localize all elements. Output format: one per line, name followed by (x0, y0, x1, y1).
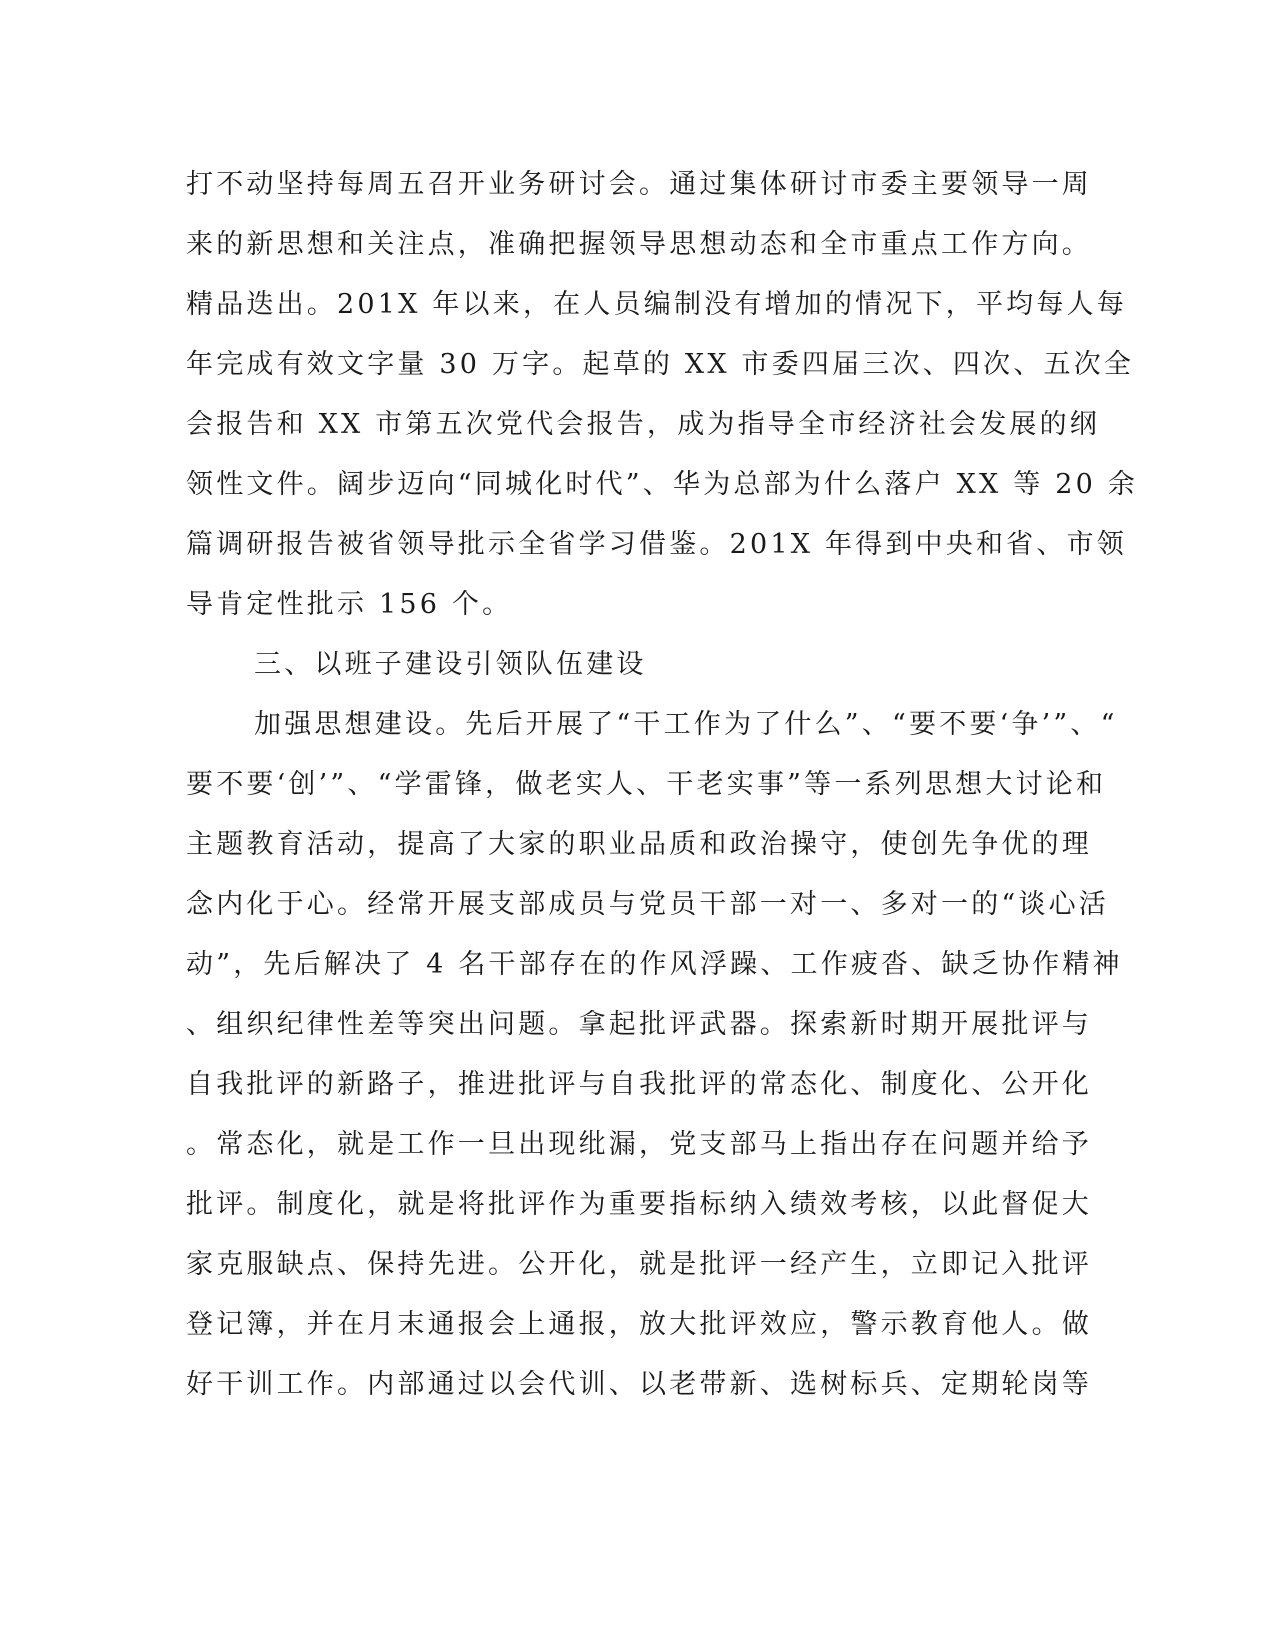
text-line: 登记簿，并在月末通报会上通报，放大批评效应，警示教育他人。做 (186, 1309, 1092, 1340)
text-line: 家克服缺点、保持先进。公开化，就是批评一经产生，立即记入批评 (186, 1249, 1092, 1280)
text-line: 主题教育活动，提高了大家的职业品质和政治操守，使创先争优的理 (186, 829, 1092, 860)
text-line: 篇调研报告被省领导批示全省学习借鉴。201X 年得到中央和省、市领 (186, 529, 1127, 560)
text-line: 批评。制度化，就是将批评作为重要指标纳入绩效考核，以此督促大 (186, 1189, 1092, 1220)
text-line: 年完成有效文字量 30 万字。起草的 XX 市委四届三次、四次、五次全 (186, 349, 1135, 380)
text-line: 领性文件。阔步迈向“同城化时代”、华为总部为什么落户 XX 等 20 余 (186, 469, 1138, 500)
text-line: 、组织纪律性差等突出问题。拿起批评武器。探索新时期开展批评与 (186, 1009, 1092, 1040)
text-line: 自我批评的新路子，推进批评与自我批评的常态化、制度化、公开化 (186, 1069, 1092, 1100)
text-line: 导肯定性批示 156 个。 (186, 589, 513, 620)
paragraph-start-line: 加强思想建设。先后开展了“干工作为了什么”、“要不要‘争’”、“ (254, 709, 1118, 740)
text-line: 。常态化，就是工作一旦出现纰漏，党支部马上指出存在问题并给予 (186, 1129, 1092, 1160)
document-body (186, 155, 1138, 1415)
text-line: 打不动坚持每周五召开业务研讨会。通过集体研讨市委主要领导一周 (186, 169, 1092, 200)
text-line: 要不要‘创’”、“学雷锋，做老实人、干老实事”等一系列思想大讨论和 (186, 769, 1107, 800)
section-heading: 三、以班子建设引领队伍建设 (254, 649, 647, 680)
text-line: 来的新思想和关注点，准确把握领导思想动态和全市重点工作方向。 (186, 229, 1092, 260)
text-line: 念内化于心。经常开展支部成员与党员干部一对一、多对一的“谈心活 (186, 889, 1110, 920)
text-line: 会报告和 XX 市第五次党代会报告，成为指导全市经济社会发展的纲 (186, 409, 1101, 440)
text-line: 动”，先后解决了 4 名干部存在的作风浮躁、工作疲沓、缺乏协作精神 (186, 949, 1123, 980)
text-line: 好干训工作。内部通过以会代训、以老带新、选树标兵、定期轮岗等 (186, 1369, 1092, 1400)
text-line: 精品迭出。201X 年以来，在人员编制没有增加的情况下，平均每人每 (186, 289, 1127, 320)
